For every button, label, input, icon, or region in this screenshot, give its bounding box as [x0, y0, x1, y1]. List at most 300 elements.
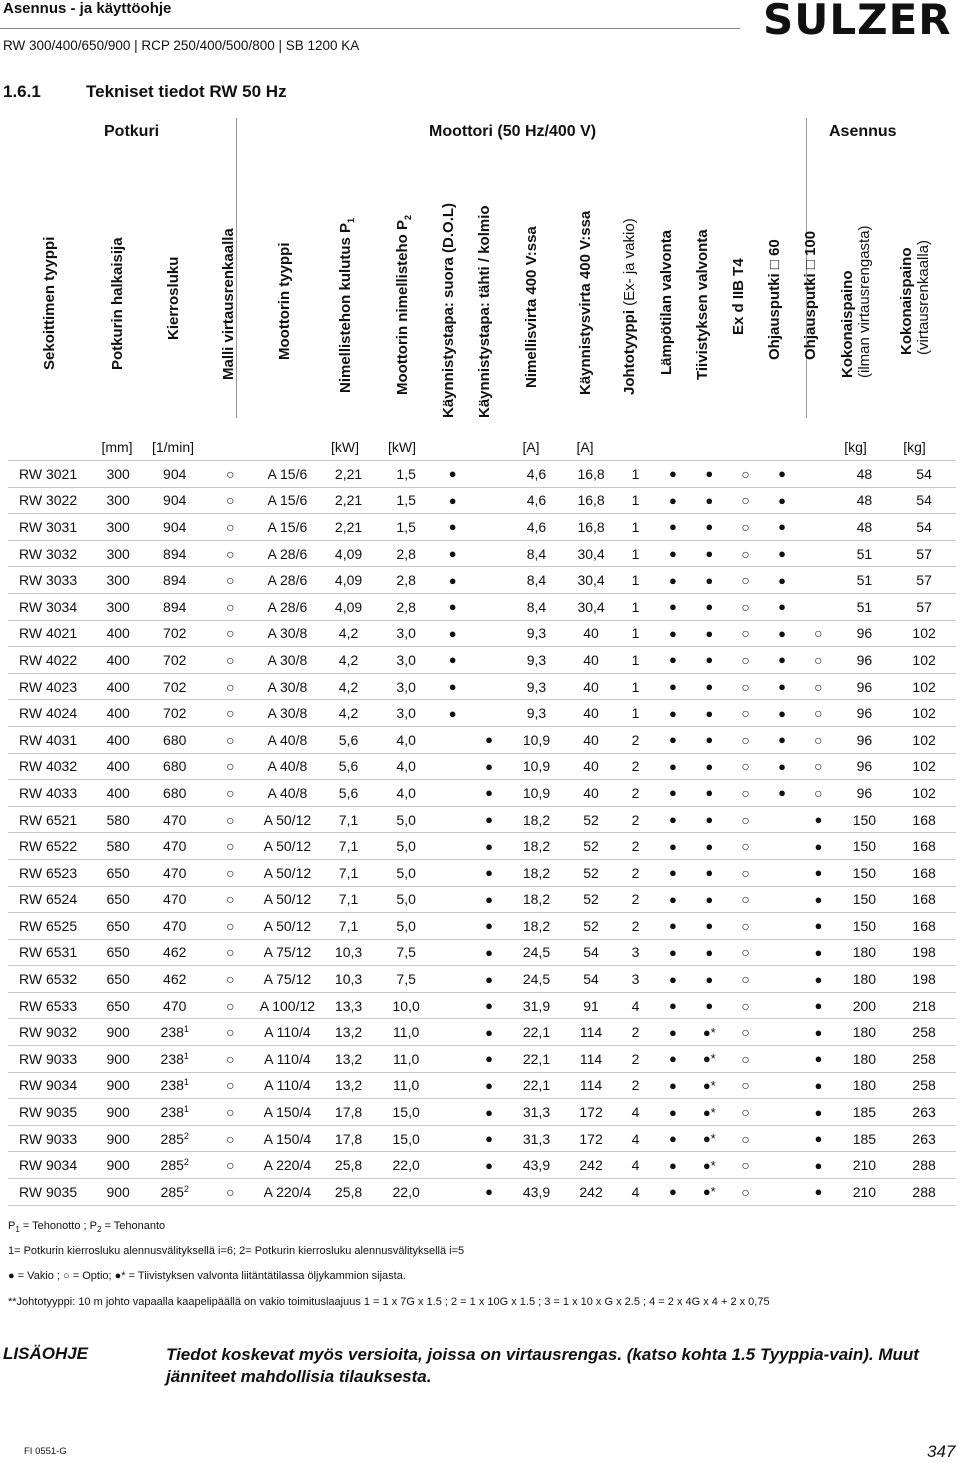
- table-cell: [471, 487, 507, 514]
- table-cell: ●: [691, 620, 727, 647]
- table-cell: [764, 886, 800, 913]
- table-cell: ●: [655, 833, 691, 860]
- column-header: [109, 237, 126, 370]
- table-cell: 1: [616, 461, 654, 488]
- table-cell: ●: [764, 593, 800, 620]
- table-cell: A 50/12: [256, 833, 320, 860]
- table-cell: 702: [144, 673, 205, 700]
- table-cell: ●: [764, 461, 800, 488]
- column-header-label: Kierrosluku: [164, 256, 182, 340]
- table-cell: ○: [205, 859, 256, 886]
- table-cell: ●: [800, 1179, 836, 1206]
- table-cell: [471, 647, 507, 674]
- table-cell: ●: [655, 966, 691, 993]
- table-cell: 13,2: [319, 1046, 378, 1073]
- table-cell: 150: [837, 913, 893, 940]
- table-cell: 30,4: [566, 540, 617, 567]
- table-cell: ●: [471, 992, 507, 1019]
- table-cell: 11,0: [378, 1072, 435, 1099]
- table-cell: 680: [144, 726, 205, 753]
- table-cell: ●: [764, 700, 800, 727]
- table-cell: 4,0: [378, 780, 435, 807]
- table-cell: [764, 1019, 800, 1046]
- table-cell: 2: [616, 1046, 654, 1073]
- table-cell: [434, 939, 470, 966]
- footnote-marker: 1: [183, 1024, 189, 1035]
- table-cell: ●: [691, 514, 727, 541]
- table-cell: 96: [837, 726, 893, 753]
- table-cell: 10,3: [319, 939, 378, 966]
- table-cell: 198: [892, 966, 956, 993]
- table-cell: [800, 540, 836, 567]
- table-cell: [434, 1019, 470, 1046]
- table-cell: 258: [892, 1072, 956, 1099]
- table-cell: [434, 1046, 470, 1073]
- table-cell: 13,2: [319, 1019, 378, 1046]
- table-cell: 43,9: [507, 1179, 566, 1206]
- table-cell: [434, 780, 470, 807]
- table-cell: [434, 753, 470, 780]
- table-cell: 702: [144, 700, 205, 727]
- table-cell: ●: [764, 540, 800, 567]
- table-cell: 52: [566, 886, 617, 913]
- table-cell: ●: [471, 966, 507, 993]
- table-cell: 2,8: [378, 593, 435, 620]
- table-cell: ●: [691, 461, 727, 488]
- table-cell: 91: [566, 992, 617, 1019]
- table-cell: [764, 1072, 800, 1099]
- column-header-subscript: 1: [345, 217, 356, 223]
- column-header: [440, 203, 457, 418]
- table-cell: 172: [566, 1125, 617, 1152]
- table-cell: 18,2: [507, 913, 566, 940]
- table-cell: 40: [566, 753, 617, 780]
- footnote-marker: 2: [183, 1130, 189, 1141]
- column-header-label: Potkurin halkaisija: [108, 237, 126, 370]
- table-cell: 2: [616, 726, 654, 753]
- table-cell: ●: [434, 567, 470, 594]
- table-cell: 168: [892, 913, 956, 940]
- table-cell: [764, 1125, 800, 1152]
- table-cell: 4,6: [507, 487, 566, 514]
- table-cell: 4,2: [319, 647, 378, 674]
- table-cell: ●: [655, 647, 691, 674]
- table-cell: [764, 939, 800, 966]
- table-cell: ●: [691, 593, 727, 620]
- table-cell: [800, 461, 836, 488]
- table-cell: 5,0: [378, 806, 435, 833]
- table-cell: 4,09: [319, 593, 378, 620]
- column-header: [658, 230, 675, 375]
- table-cell: ○: [205, 1072, 256, 1099]
- table-cell: 48: [837, 514, 893, 541]
- table-cell: 4: [616, 1179, 654, 1206]
- table-cell: ●: [471, 1179, 507, 1206]
- table-cell: 900: [92, 1179, 145, 1206]
- column-header-label: Johtotyyppi: [620, 310, 638, 395]
- table-cell: 3,0: [378, 700, 435, 727]
- table-cell: 1: [616, 540, 654, 567]
- table-cell: ○: [205, 1179, 256, 1206]
- table-cell: 10,9: [507, 726, 566, 753]
- table-cell: A 110/4: [256, 1046, 320, 1073]
- table-cell: ●: [800, 833, 836, 860]
- table-cell: ●: [655, 593, 691, 620]
- table-cell: 54: [892, 514, 956, 541]
- column-header-label: Käynnistysvirta 400 V:ssa: [576, 210, 594, 395]
- table-cell: 904: [144, 487, 205, 514]
- table-cell: $238^1$: [144, 1019, 205, 1046]
- table-cell: 10,9: [507, 780, 566, 807]
- table-cell: ●: [691, 966, 727, 993]
- table-cell: ○: [727, 859, 763, 886]
- table-cell: ○: [800, 753, 836, 780]
- table-cell: ○: [205, 461, 256, 488]
- table-cell: ●: [800, 939, 836, 966]
- note-cable-type: **Johtotyyppi: 10 m johto vapaalla kaapelipäällä on vakio toimituslaajuus 1 = 1 x 7G x 1.5 ; 2 = 1 x 10G x 1.5 ; 3 = 1 x 10 x G x 2.5 ; 4 = 2 x 4G x 4 + 2 x 0,75: [8, 1296, 770, 1308]
- table-cell: ●: [655, 1072, 691, 1099]
- table-cell: 288: [892, 1179, 956, 1206]
- footnote-marker: 1: [183, 1050, 189, 1061]
- table-cell: 22,1: [507, 1046, 566, 1073]
- table-cell: RW 9035: [8, 1179, 92, 1206]
- table-cell: 13,3: [319, 992, 378, 1019]
- column-header-label: Nimellistehon kulutus P: [336, 222, 354, 393]
- table-cell: ●: [764, 567, 800, 594]
- table-cell: [764, 1046, 800, 1073]
- table-cell: 2: [616, 780, 654, 807]
- table-row: [8, 886, 956, 913]
- table-cell: ●: [691, 913, 727, 940]
- table-cell: 22,1: [507, 1019, 566, 1046]
- table-row: [8, 540, 956, 567]
- table-cell: ●: [691, 939, 727, 966]
- table-cell: ○: [727, 700, 763, 727]
- table-cell: ●: [691, 726, 727, 753]
- table-cell: 7,1: [319, 913, 378, 940]
- table-cell: 650: [92, 859, 145, 886]
- table-cell: ○: [205, 487, 256, 514]
- column-header-label-secondary: (virtausrenkaalla): [914, 239, 932, 355]
- table-cell: ○: [205, 833, 256, 860]
- table-cell: 96: [837, 673, 893, 700]
- table-cell: ○: [205, 886, 256, 913]
- table-cell: ○: [205, 966, 256, 993]
- table-cell: 200: [837, 992, 893, 1019]
- column-header-label: Malli virtausrenkaalla: [219, 228, 237, 380]
- table-cell: 2,8: [378, 540, 435, 567]
- group-potkuri: Potkuri: [104, 123, 160, 140]
- table-cell: [471, 540, 507, 567]
- table-cell: 168: [892, 833, 956, 860]
- table-cell: ●: [800, 806, 836, 833]
- table-cell: 470: [144, 992, 205, 1019]
- table-cell: 4,2: [319, 700, 378, 727]
- table-cell: 4,09: [319, 540, 378, 567]
- table-cell: ●*: [691, 1072, 727, 1099]
- table-cell: A 30/8: [256, 700, 320, 727]
- column-header-label: Tiivistyksen valvonta: [693, 229, 711, 380]
- table-cell: [764, 1099, 800, 1126]
- table-cell: 40: [566, 673, 617, 700]
- table-row: [8, 806, 956, 833]
- table-cell: 13,2: [319, 1072, 378, 1099]
- table-cell: A 28/6: [256, 540, 320, 567]
- column-unit: [mm]: [101, 439, 133, 455]
- table-cell: ○: [205, 806, 256, 833]
- table-cell: [434, 1179, 470, 1206]
- table-cell: 300: [92, 540, 145, 567]
- table-cell: ●*: [691, 1125, 727, 1152]
- table-cell: 5,0: [378, 833, 435, 860]
- table-cell: 904: [144, 461, 205, 488]
- table-cell: 31,9: [507, 992, 566, 1019]
- column-header: [276, 243, 293, 360]
- table-cell: 3,0: [378, 620, 435, 647]
- table-cell: 650: [92, 939, 145, 966]
- table-cell: [800, 487, 836, 514]
- table-cell: ○: [727, 647, 763, 674]
- table-cell: 470: [144, 833, 205, 860]
- table-cell: $285^2$: [144, 1125, 205, 1152]
- table-cell: ○: [205, 540, 256, 567]
- table-cell: A 75/12: [256, 966, 320, 993]
- table-cell: [471, 461, 507, 488]
- table-cell: 470: [144, 913, 205, 940]
- table-cell: 17,8: [319, 1125, 378, 1152]
- table-cell: $238^1$: [144, 1099, 205, 1126]
- table-cell: ○: [800, 780, 836, 807]
- table-cell: 3,0: [378, 647, 435, 674]
- table-cell: ●: [691, 567, 727, 594]
- table-cell: ●: [655, 780, 691, 807]
- logo-text: SULZER: [763, 0, 952, 44]
- column-header: [839, 225, 873, 378]
- table-cell: ●: [800, 1125, 836, 1152]
- table-cell: ○: [727, 1046, 763, 1073]
- table-cell: RW 9033: [8, 1046, 92, 1073]
- table-cell: 2: [616, 833, 654, 860]
- column-header-label: Ohjausputki □ 60: [765, 239, 783, 360]
- table-cell: 4: [616, 1152, 654, 1179]
- table-row: [8, 620, 956, 647]
- table-cell: ○: [205, 1152, 256, 1179]
- table-cell: RW 9035: [8, 1099, 92, 1126]
- table-cell: [434, 992, 470, 1019]
- table-cell: A 40/8: [256, 726, 320, 753]
- table-cell: 16,8: [566, 487, 617, 514]
- table-cell: RW 3031: [8, 514, 92, 541]
- table-cell: 4,09: [319, 567, 378, 594]
- table-cell: 900: [92, 1125, 145, 1152]
- table-cell: ○: [205, 647, 256, 674]
- table-cell: 900: [92, 1152, 145, 1179]
- table-cell: ●: [691, 859, 727, 886]
- table-cell: 7,1: [319, 886, 378, 913]
- table-cell: 900: [92, 1019, 145, 1046]
- table-row: [8, 647, 956, 674]
- table-cell: ●: [764, 647, 800, 674]
- table-cell: RW 4022: [8, 647, 92, 674]
- table-cell: 52: [566, 833, 617, 860]
- table-cell: A 30/8: [256, 620, 320, 647]
- table-cell: RW 6532: [8, 966, 92, 993]
- table-cell: [434, 886, 470, 913]
- table-cell: 904: [144, 514, 205, 541]
- table-cell: [471, 673, 507, 700]
- table-cell: ○: [727, 1152, 763, 1179]
- table-row: [8, 514, 956, 541]
- table-cell: 650: [92, 966, 145, 993]
- table-cell: 900: [92, 1046, 145, 1073]
- table-cell: ○: [727, 753, 763, 780]
- table-cell: ●: [434, 461, 470, 488]
- table-cell: [434, 806, 470, 833]
- table-cell: ●: [471, 1072, 507, 1099]
- table-cell: A 75/12: [256, 939, 320, 966]
- column-header: [220, 228, 237, 380]
- table-cell: 18,2: [507, 806, 566, 833]
- table-cell: 57: [892, 540, 956, 567]
- table-cell: ○: [727, 540, 763, 567]
- table-cell: 168: [892, 859, 956, 886]
- table-cell: ●: [800, 1046, 836, 1073]
- column-header-label: Sekoittimen tyyppi: [41, 236, 58, 370]
- table-cell: ○: [800, 620, 836, 647]
- table-cell: ●: [434, 540, 470, 567]
- table-cell: 10,9: [507, 753, 566, 780]
- column-header: [621, 218, 638, 395]
- table-cell: 1: [616, 673, 654, 700]
- table-cell: 580: [92, 806, 145, 833]
- table-cell: 54: [566, 966, 617, 993]
- table-cell: 9,3: [507, 700, 566, 727]
- column-header-label: Kokonaispaino: [897, 247, 915, 355]
- table-cell: 3,0: [378, 673, 435, 700]
- table-row: [8, 966, 956, 993]
- table-cell: RW 4031: [8, 726, 92, 753]
- table-cell: 1,5: [378, 487, 435, 514]
- column-header: [41, 237, 58, 370]
- table-cell: ●: [691, 487, 727, 514]
- table-cell: ○: [205, 753, 256, 780]
- table-cell: 150: [837, 859, 893, 886]
- table-cell: ●: [655, 939, 691, 966]
- column-header: [898, 240, 932, 355]
- column-header: [802, 231, 819, 360]
- table-cell: ●: [655, 1019, 691, 1046]
- column-header: [165, 257, 182, 340]
- table-cell: 96: [837, 700, 893, 727]
- table-cell: 1: [616, 700, 654, 727]
- table-cell: 180: [837, 1046, 893, 1073]
- table-cell: 2,21: [319, 514, 378, 541]
- table-cell: ●: [434, 700, 470, 727]
- table-cell: 51: [837, 567, 893, 594]
- table-cell: 2,21: [319, 487, 378, 514]
- table-row: [8, 1099, 956, 1126]
- table-cell: ●*: [691, 1099, 727, 1126]
- table-row: [8, 726, 956, 753]
- table-cell: 894: [144, 567, 205, 594]
- table-cell: $238^1$: [144, 1046, 205, 1073]
- table-cell: ○: [205, 1046, 256, 1073]
- table-cell: ○: [800, 673, 836, 700]
- table-cell: 54: [892, 461, 956, 488]
- table-cell: ●*: [691, 1152, 727, 1179]
- column-header: [766, 239, 783, 360]
- table-cell: 2: [616, 913, 654, 940]
- table-cell: $285^2$: [144, 1152, 205, 1179]
- table-cell: ●: [691, 753, 727, 780]
- table-cell: 4: [616, 1125, 654, 1152]
- page-number: 347: [927, 1442, 956, 1461]
- table-cell: 150: [837, 833, 893, 860]
- table-cell: ○: [205, 913, 256, 940]
- table-cell: 150: [837, 806, 893, 833]
- table-cell: ●: [471, 913, 507, 940]
- table-cell: ●: [471, 1099, 507, 1126]
- table-cell: 680: [144, 780, 205, 807]
- table-cell: RW 4023: [8, 673, 92, 700]
- column-unit: [A]: [522, 439, 540, 455]
- table-cell: 702: [144, 620, 205, 647]
- table-cell: 48: [837, 461, 893, 488]
- table-cell: ●: [655, 806, 691, 833]
- footnote-marker: 2: [183, 1157, 189, 1168]
- table-cell: 5,0: [378, 913, 435, 940]
- table-cell: ●: [655, 886, 691, 913]
- table-cell: 400: [92, 780, 145, 807]
- table-cell: ●: [691, 780, 727, 807]
- table-cell: 580: [92, 833, 145, 860]
- table-cell: 96: [837, 780, 893, 807]
- note-symbol-legend: ● = Vakio ; ○ = Optio; ●* = Tiivistyksen valvonta liitäntätilassa öljykammion sijasta.: [8, 1270, 406, 1282]
- table-cell: 1: [616, 647, 654, 674]
- table-cell: ●: [800, 1019, 836, 1046]
- column-header-label: Ohjausputki □ 100: [801, 230, 819, 360]
- table-cell: ●: [691, 647, 727, 674]
- table-cell: ●: [655, 1152, 691, 1179]
- table-cell: 263: [892, 1099, 956, 1126]
- table-cell: 48: [837, 487, 893, 514]
- table-cell: ○: [205, 1019, 256, 1046]
- table-cell: 900: [92, 1099, 145, 1126]
- table-cell: ●: [434, 620, 470, 647]
- table-cell: 8,4: [507, 540, 566, 567]
- table-cell: 5,6: [319, 780, 378, 807]
- table-row: [8, 753, 956, 780]
- table-row: [8, 1179, 956, 1206]
- table-cell: RW 3033: [8, 567, 92, 594]
- table-cell: 102: [892, 700, 956, 727]
- table-cell: 210: [837, 1152, 893, 1179]
- table-cell: 180: [837, 1019, 893, 1046]
- table-cell: ○: [727, 620, 763, 647]
- table-cell: 1: [616, 593, 654, 620]
- table-cell: ○: [205, 620, 256, 647]
- table-cell: 96: [837, 753, 893, 780]
- table-cell: 52: [566, 859, 617, 886]
- table-cell: 8,4: [507, 593, 566, 620]
- table-cell: RW 3021: [8, 461, 92, 488]
- table-cell: ○: [205, 1099, 256, 1126]
- table-cell: A 30/8: [256, 647, 320, 674]
- table-cell: ●: [655, 992, 691, 1019]
- column-header: [523, 226, 540, 388]
- table-cell: [764, 833, 800, 860]
- table-cell: 8,4: [507, 567, 566, 594]
